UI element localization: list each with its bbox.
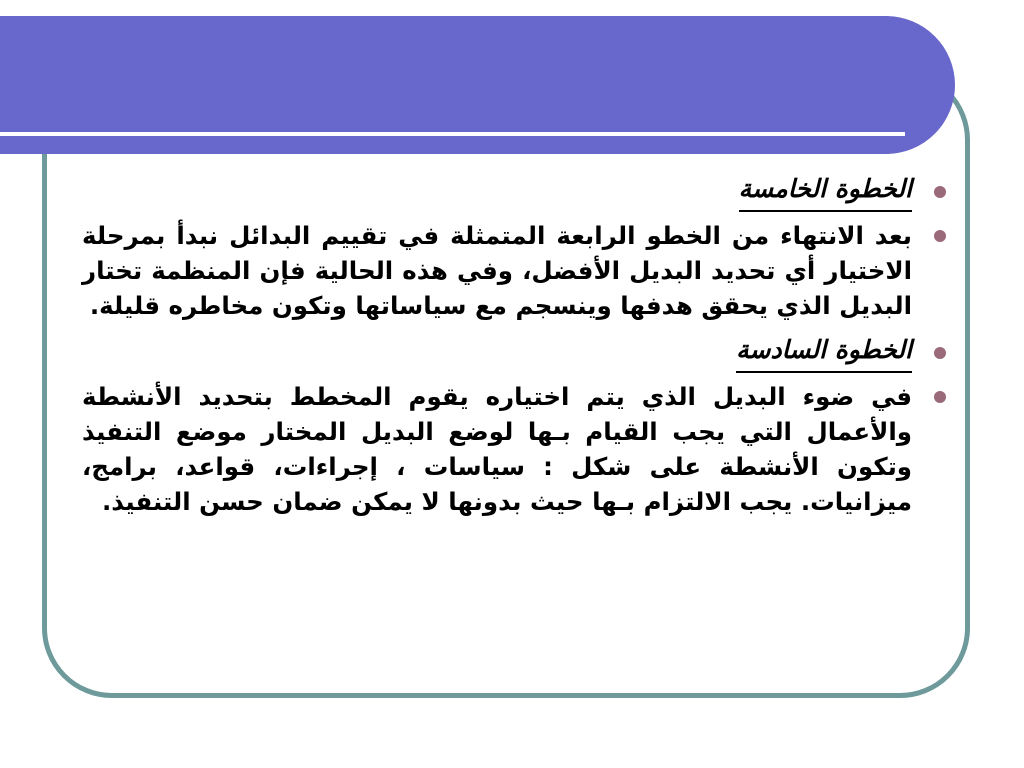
step-five-heading: الخطوة الخامسة [739, 170, 912, 212]
bullet-item-step-five-heading [82, 170, 912, 218]
bullet-icon [934, 186, 946, 198]
slide-content [82, 170, 912, 527]
bullet-icon [934, 391, 946, 403]
bullet-item-step-five-text [82, 218, 912, 323]
bullet-icon [934, 347, 946, 359]
bullet-item-step-six-heading [82, 331, 912, 379]
step-five-paragraph: بعد الانتهاء من الخطو الرابعة المتمثلة في تقييم البدائل نبدأ بمرحلة الاختيار أي تحديد البديل الأفضل، وفي هذه الحالية فإن المنظمة تختار البديل الذي يحقق هدفها وينسجم مع سياساتها وتكون مخاطره قليلة. [82, 221, 912, 320]
bullet-item-step-six-text [82, 379, 912, 519]
banner-divider-line [0, 132, 905, 136]
step-six-heading: الخطوة السادسة [736, 331, 912, 373]
step-six-paragraph: في ضوء البديل الذي يتم اختياره يقوم المخطط بتحديد الأنشطة والأعمال التي يجب القيام بـها لوضع البديل المختار موضع التنفيذ وتكون الأنشطة على شكل : سياسات ، إجراءات، قواعد، برامج، ميزانيات. يجب الالتزام بـها حيث بدونها لا يمكن ضمان حسن التنفيذ. [82, 382, 912, 516]
bullet-icon [934, 230, 946, 242]
